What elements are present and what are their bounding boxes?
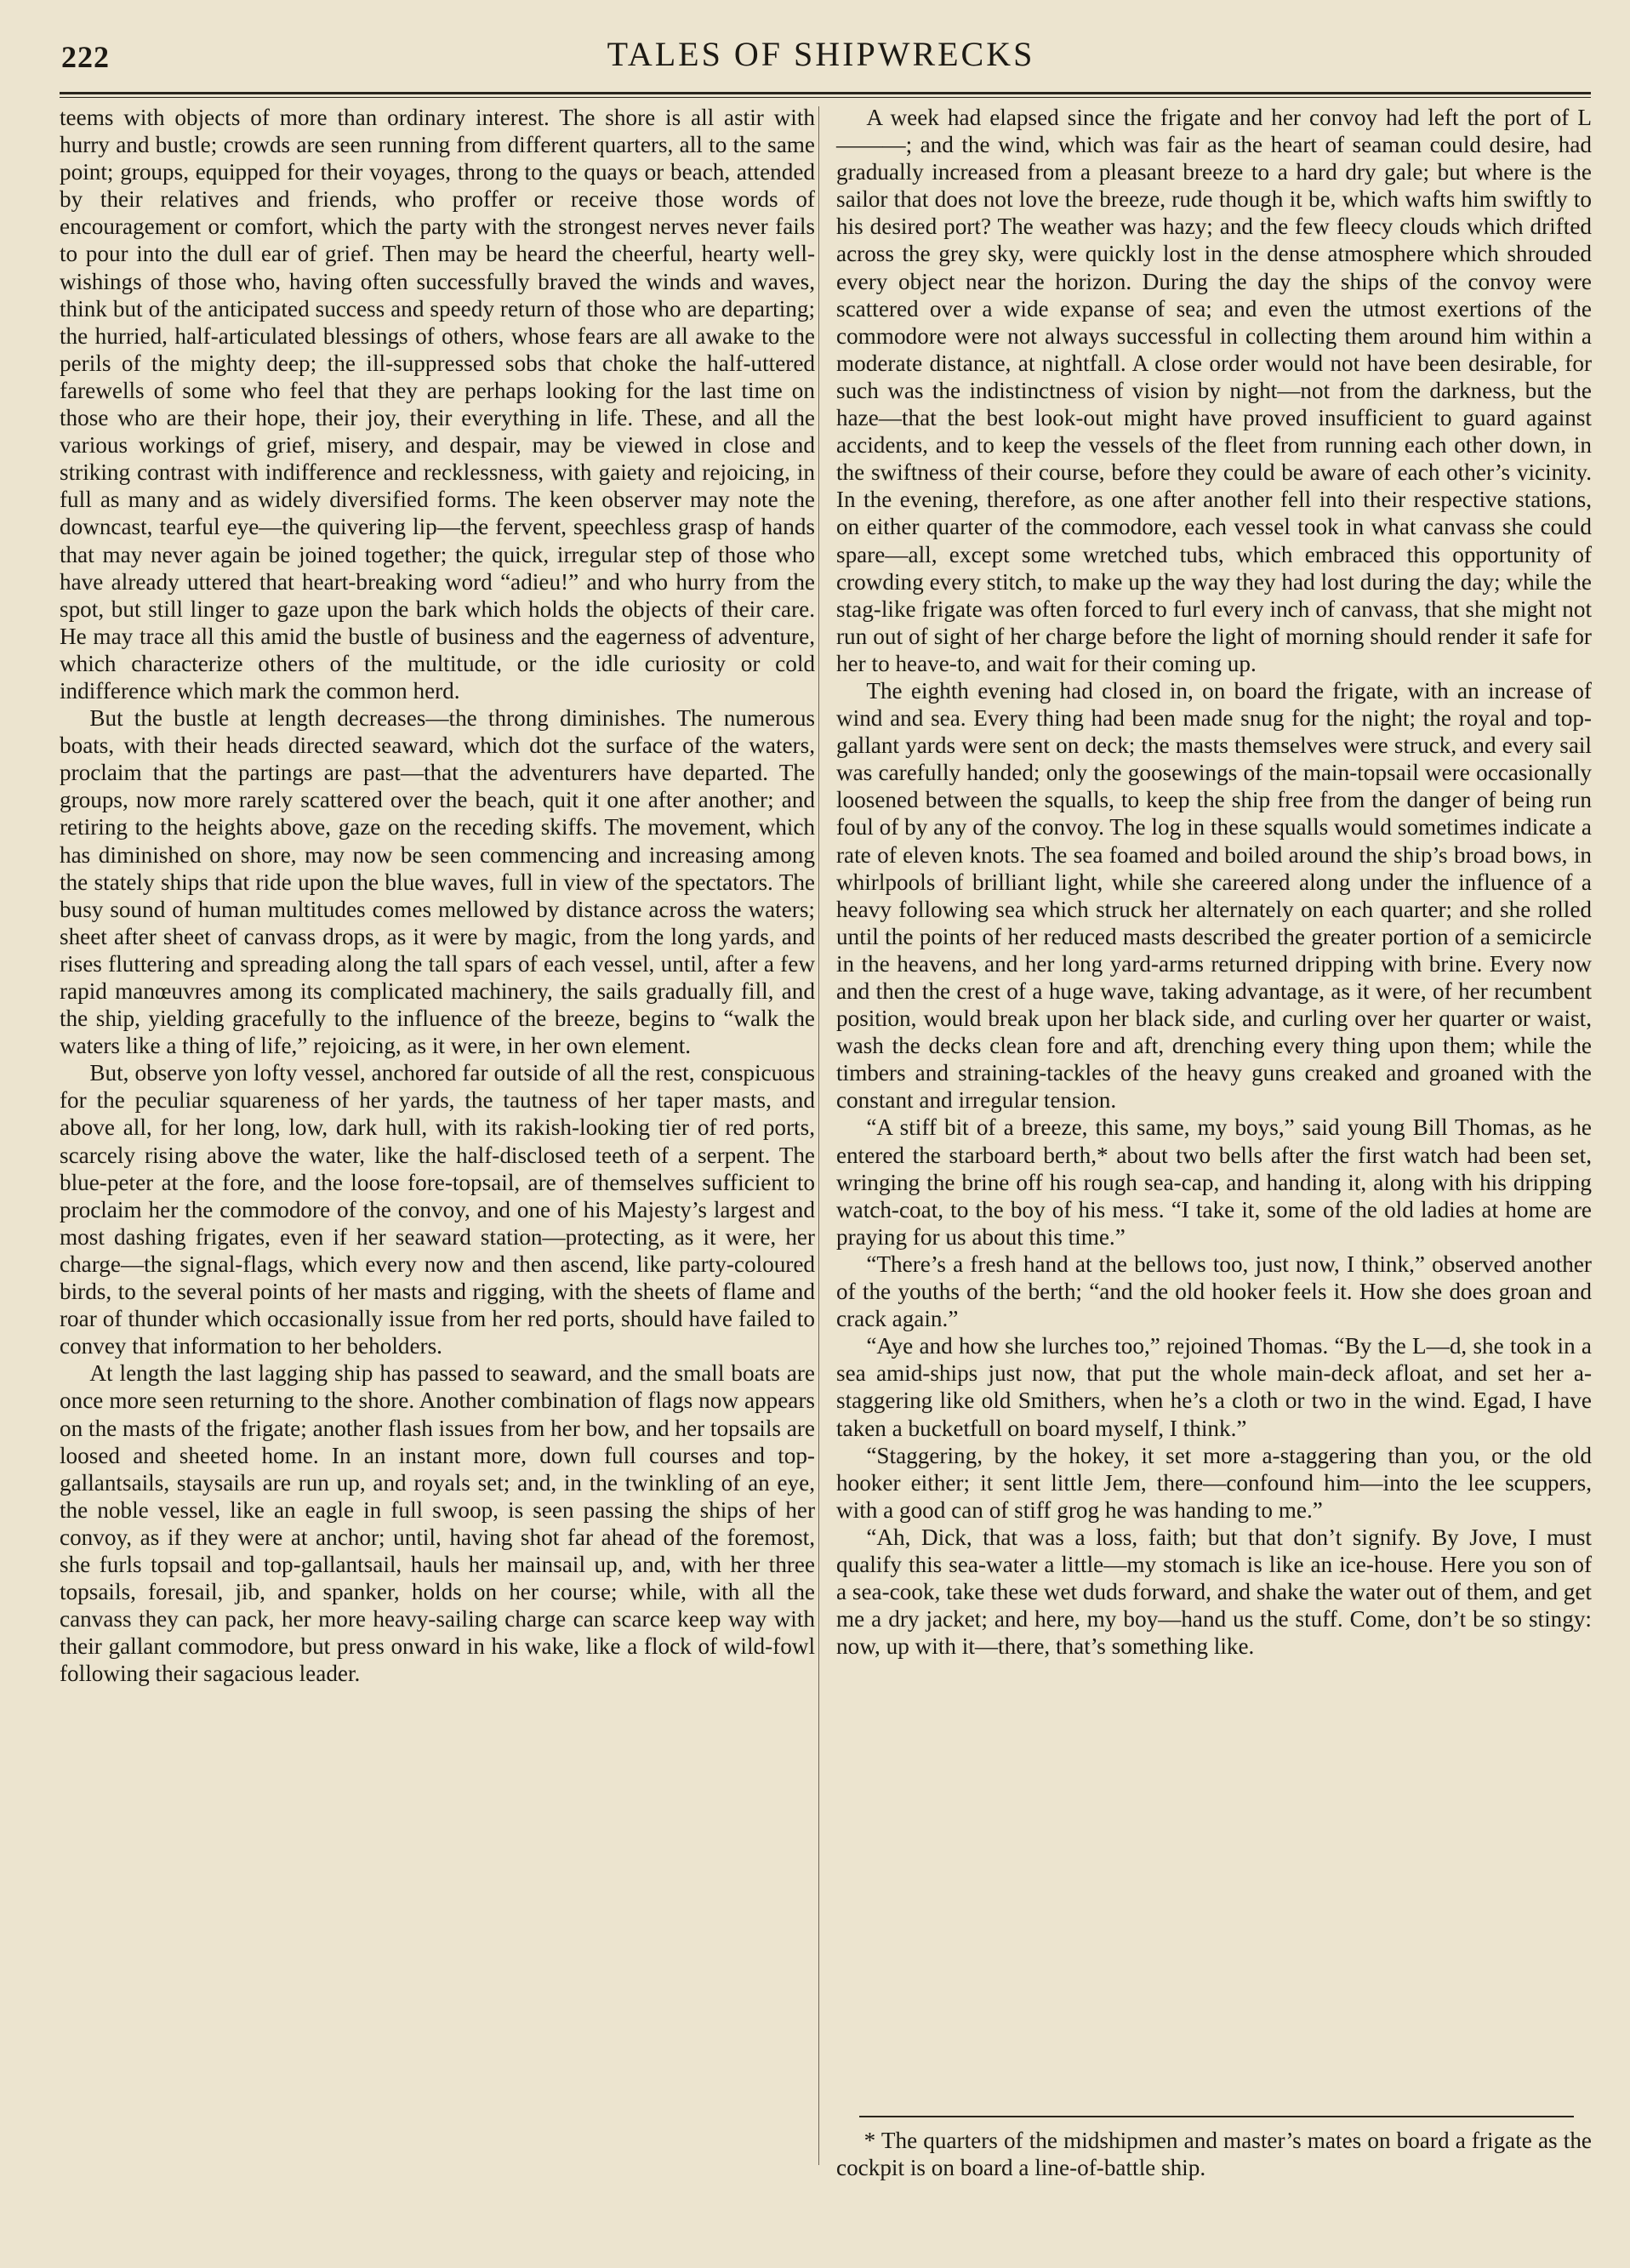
page-header xyxy=(34,26,1608,85)
paragraph: But, observe yon lofty vessel, anchored far outside of all the rest, conspicuous for the peculiar squareness of her yards, the tautness of her taper masts, and above all, for her long, low, dark hull, with its rakish-looking tier of red ports, scarcely rising above the water, like the half-disclosed teeth of a serpent. The blue-peter at the fore, and the loose fore-topsail, are of themselves sufficient to proclaim her the commodore of the convoy, and one of his Majesty’s largest and most dashing frigates, even if her seaward station—protecting, as it were, her charge—the signal-flags, which every now and then ascend, like party-coloured birds, to the several points of her masts and rigging, with the sheets of flame and roar of thunder which occasionally issue from her red ports, should have failed to convey that information to her beholders. xyxy=(60,1060,815,1359)
column-divider xyxy=(818,106,819,2165)
paragraph: But the bustle at length decreases—the throng diminishes. The numerous boats, with their heads directed seaward, which dot the surface of the waters, proclaim that the partings are past—that the adventurers have departed. The groups, now more rarely scattered over the beach, quit it one after another; and retiring to the heights above, gaze on the receding skiffs. The movement, which has diminished on shore, may now be seen commencing and increasing among the stately ships that ride upon the blue waves, full in view of the spectators. The busy sound of human multitudes comes mellowed by distance across the waters; sheet after sheet of canvass drops, as it were by magic, from the long yards, and rises fluttering and spreading along the tall spars of each vessel, until, after a few rapid manœuvres among its complicated machinery, the sails gradually fill, and the ship, yielding gracefully to the influence of the breeze, begins to “walk the waters like a thing of life,” rejoicing, as it were, in her own element. xyxy=(60,705,815,1059)
paragraph: At length the last lagging ship has passed to seaward, and the small boats are once more seen returning to the shore. Another combination of flags now appears on the masts of the frigate; another flash issues from her bow, and her topsails are loosed and sheeted home. In an instant more, down full courses and top-gallantsails, staysails are run up, and royals set; and, in the twinkling of an eye, the noble vessel, like an eagle in full swoop, is seen passing the ships of her convoy, as if they were at anchor; until, having shot far ahead of the foremost, she furls topsail and top-gallantsail, hauls her mainsail up, and, with her three topsails, foresail, jib, and spanker, holds on her course; while, with all the canvass they can pack, her more heavy-sailing charge can scarce keep way with their gallant commodore, but press onward in his wake, like a flock of wild-fowl following their sagacious leader. xyxy=(60,1360,815,1687)
paragraph: “Staggering, by the hokey, it set more a-staggering than you, or the old hooker either; it sent little Jem, there—confound him—into the lee scuppers, with a good can of stiff grog he was handing to me.” xyxy=(836,1442,1592,1523)
running-title: TALES OF SHIPWRECKS xyxy=(607,35,1035,73)
header-rule-thin xyxy=(60,97,1591,98)
page-number: 222 xyxy=(61,40,110,74)
paragraph: A week had elapsed since the frigate and her convoy had left the port of L———; and the wind, which was fair as the heart of seaman could desire, had gradually increased from a pleasant breeze to a hard dry gale; but where is the sailor that does not love the breeze, rude though it be, which wafts him swiftly to his desired port? The weather was hazy; and the few fleecy clouds which drifted across the grey sky, were quickly lost in the dense atmosphere which shrouded every object near the horizon. During the day the ships of the convoy were scattered over a wide expanse of sea; and even the utmost exertions of the commodore were not always successful in collecting them around him within a moderate distance, at nightfall. A close order would not have been desirable, for such was the indistinctness of vision by night—not from the darkness, but the haze—that the best look-out might have proved insufficient to guard against accidents, and to keep the vessels of the fleet from running each other down, in the swiftness of their course, before they could be aware of each other’s vicinity. In the evening, therefore, as one after another fell into their respective stations, on either quarter of the commodore, each vessel took in what canvass she could spare—all, except some wretched tubs, which embraced this opportunity of crowding every stitch, to make up the way they had lost during the day; while the stag-like frigate was often forced to furl every inch of canvass, that she might not run out of sight of her charge before the light of morning should render it safe for her to heave-to, and wait for their coming up. xyxy=(836,105,1592,676)
right-column xyxy=(836,104,1592,1660)
paragraph: “Ah, Dick, that was a loss, faith; but that don’t signify. By Jove, I must qualify this sea-water a little—my stomach is like an ice-house. Here you son of a sea-cook, take these wet duds forward, and shake the water out of them, and get me a dry jacket; and here, my boy—hand us the stuff. Come, don’t be so stingy: now, up with it—there, that’s something like. xyxy=(836,1524,1592,1660)
footnote: * The quarters of the midshipmen and master’s mates on board a frigate as the cockpit is on board a line-of-battle ship. xyxy=(836,2128,1592,2180)
paragraph: “There’s a fresh hand at the bellows too, just now, I think,” observed another of the youths of the berth; “and the old hooker feels it. How she does groan and crack again.” xyxy=(836,1251,1592,1332)
paragraph: The eighth evening had closed in, on board the frigate, with an increase of wind and sea. Every thing had been made snug for the night; the royal and top-gallant yards were sent on deck; the masts themselves were struck, and every sail was carefully handed; only the goosewings of the main-topsail were occasionally loosened between the squalls, to keep the ship free from the danger of being run foul of by any of the convoy. The log in these squalls would sometimes indicate a rate of eleven knots. The sea foamed and boiled around the ship’s broad bows, in whirlpools of brilliant light, while she careered along under the influence of a heavy following sea which struck her alternately on each quarter; and she rolled until the points of her reduced masts described the greater portion of a semicircle in the heavens, and her long yard-arms returned dripping with brine. Every now and then the crest of a huge wave, taking advantage, as it were, of her recumbent position, would break upon her black side, and curling over her quarter or waist, wash the decks clean fore and aft, drenching every thing upon them; while the timbers and straining-tackles of the heavy guns creaked and groaned with the constant and irregular tension. xyxy=(836,677,1592,1114)
paragraph: “A stiff bit of a breeze, this same, my boys,” said young Bill Thomas, as he entered the starboard berth,* about two bells after the first watch had been set, wringing the brine off his rough sea-cap, and handing it, along with his dripping watch-coat, to the boy of his mess. “I take it, some of the old ladies at home are praying for us about this time.” xyxy=(836,1114,1592,1250)
header-rule xyxy=(60,92,1591,94)
left-column xyxy=(60,104,815,1687)
paragraph: “Aye and how she lurches too,” rejoined Thomas. “By the L—d, she took in a sea amid-ships just now, that put the whole main-deck afloat, and set her a-staggering like old Smithers, when he’s a cloth or two in the wind. Egad, I have taken a bucketfull on board myself, I think.” xyxy=(836,1333,1592,1441)
paragraph: teems with objects of more than ordinary interest. The shore is all astir with hurry and bustle; crowds are seen running from different quarters, all to the same point; groups, equipped for their voyages, throng to the quays or beach, attended by their relatives and friends, who proffer or receive those words of encouragement or comfort, which the party with the strongest nerves never fails to pour into the dull ear of grief. Then may be heard the cheerful, hearty well-wishings of those who, having often successfully braved the winds and waves, think but of the anticipated success and speedy return of those who are departing; the hurried, half-articulated blessings of others, whose fears are all awake to the perils of the mighty deep; the ill-suppressed sobs that choke the half-uttered farewells of some who feel that they are perhaps looking for the last time on those who are their hope, their joy, their everything in life. These, and all the various workings of grief, misery, and despair, may be viewed in close and striking contrast with indifference and recklessness, with gaiety and rejoicing, in full as many and as widely diversified forms. The keen observer may note the downcast, tearful eye—the quivering lip—the fervent, speechless grasp of hands that may never again be joined together; the quick, irregular step of those who have already uttered that heart-breaking word “adieu!” and who hurry from the spot, but still linger to gaze upon the bark which holds the objects of their care. He may trace all this amid the bustle of business and the eagerness of adventure, which characterize others of the multitude, or the idle curiosity or cold indifference which mark the common herd. xyxy=(60,105,815,704)
footnote-rule xyxy=(859,2116,1574,2117)
